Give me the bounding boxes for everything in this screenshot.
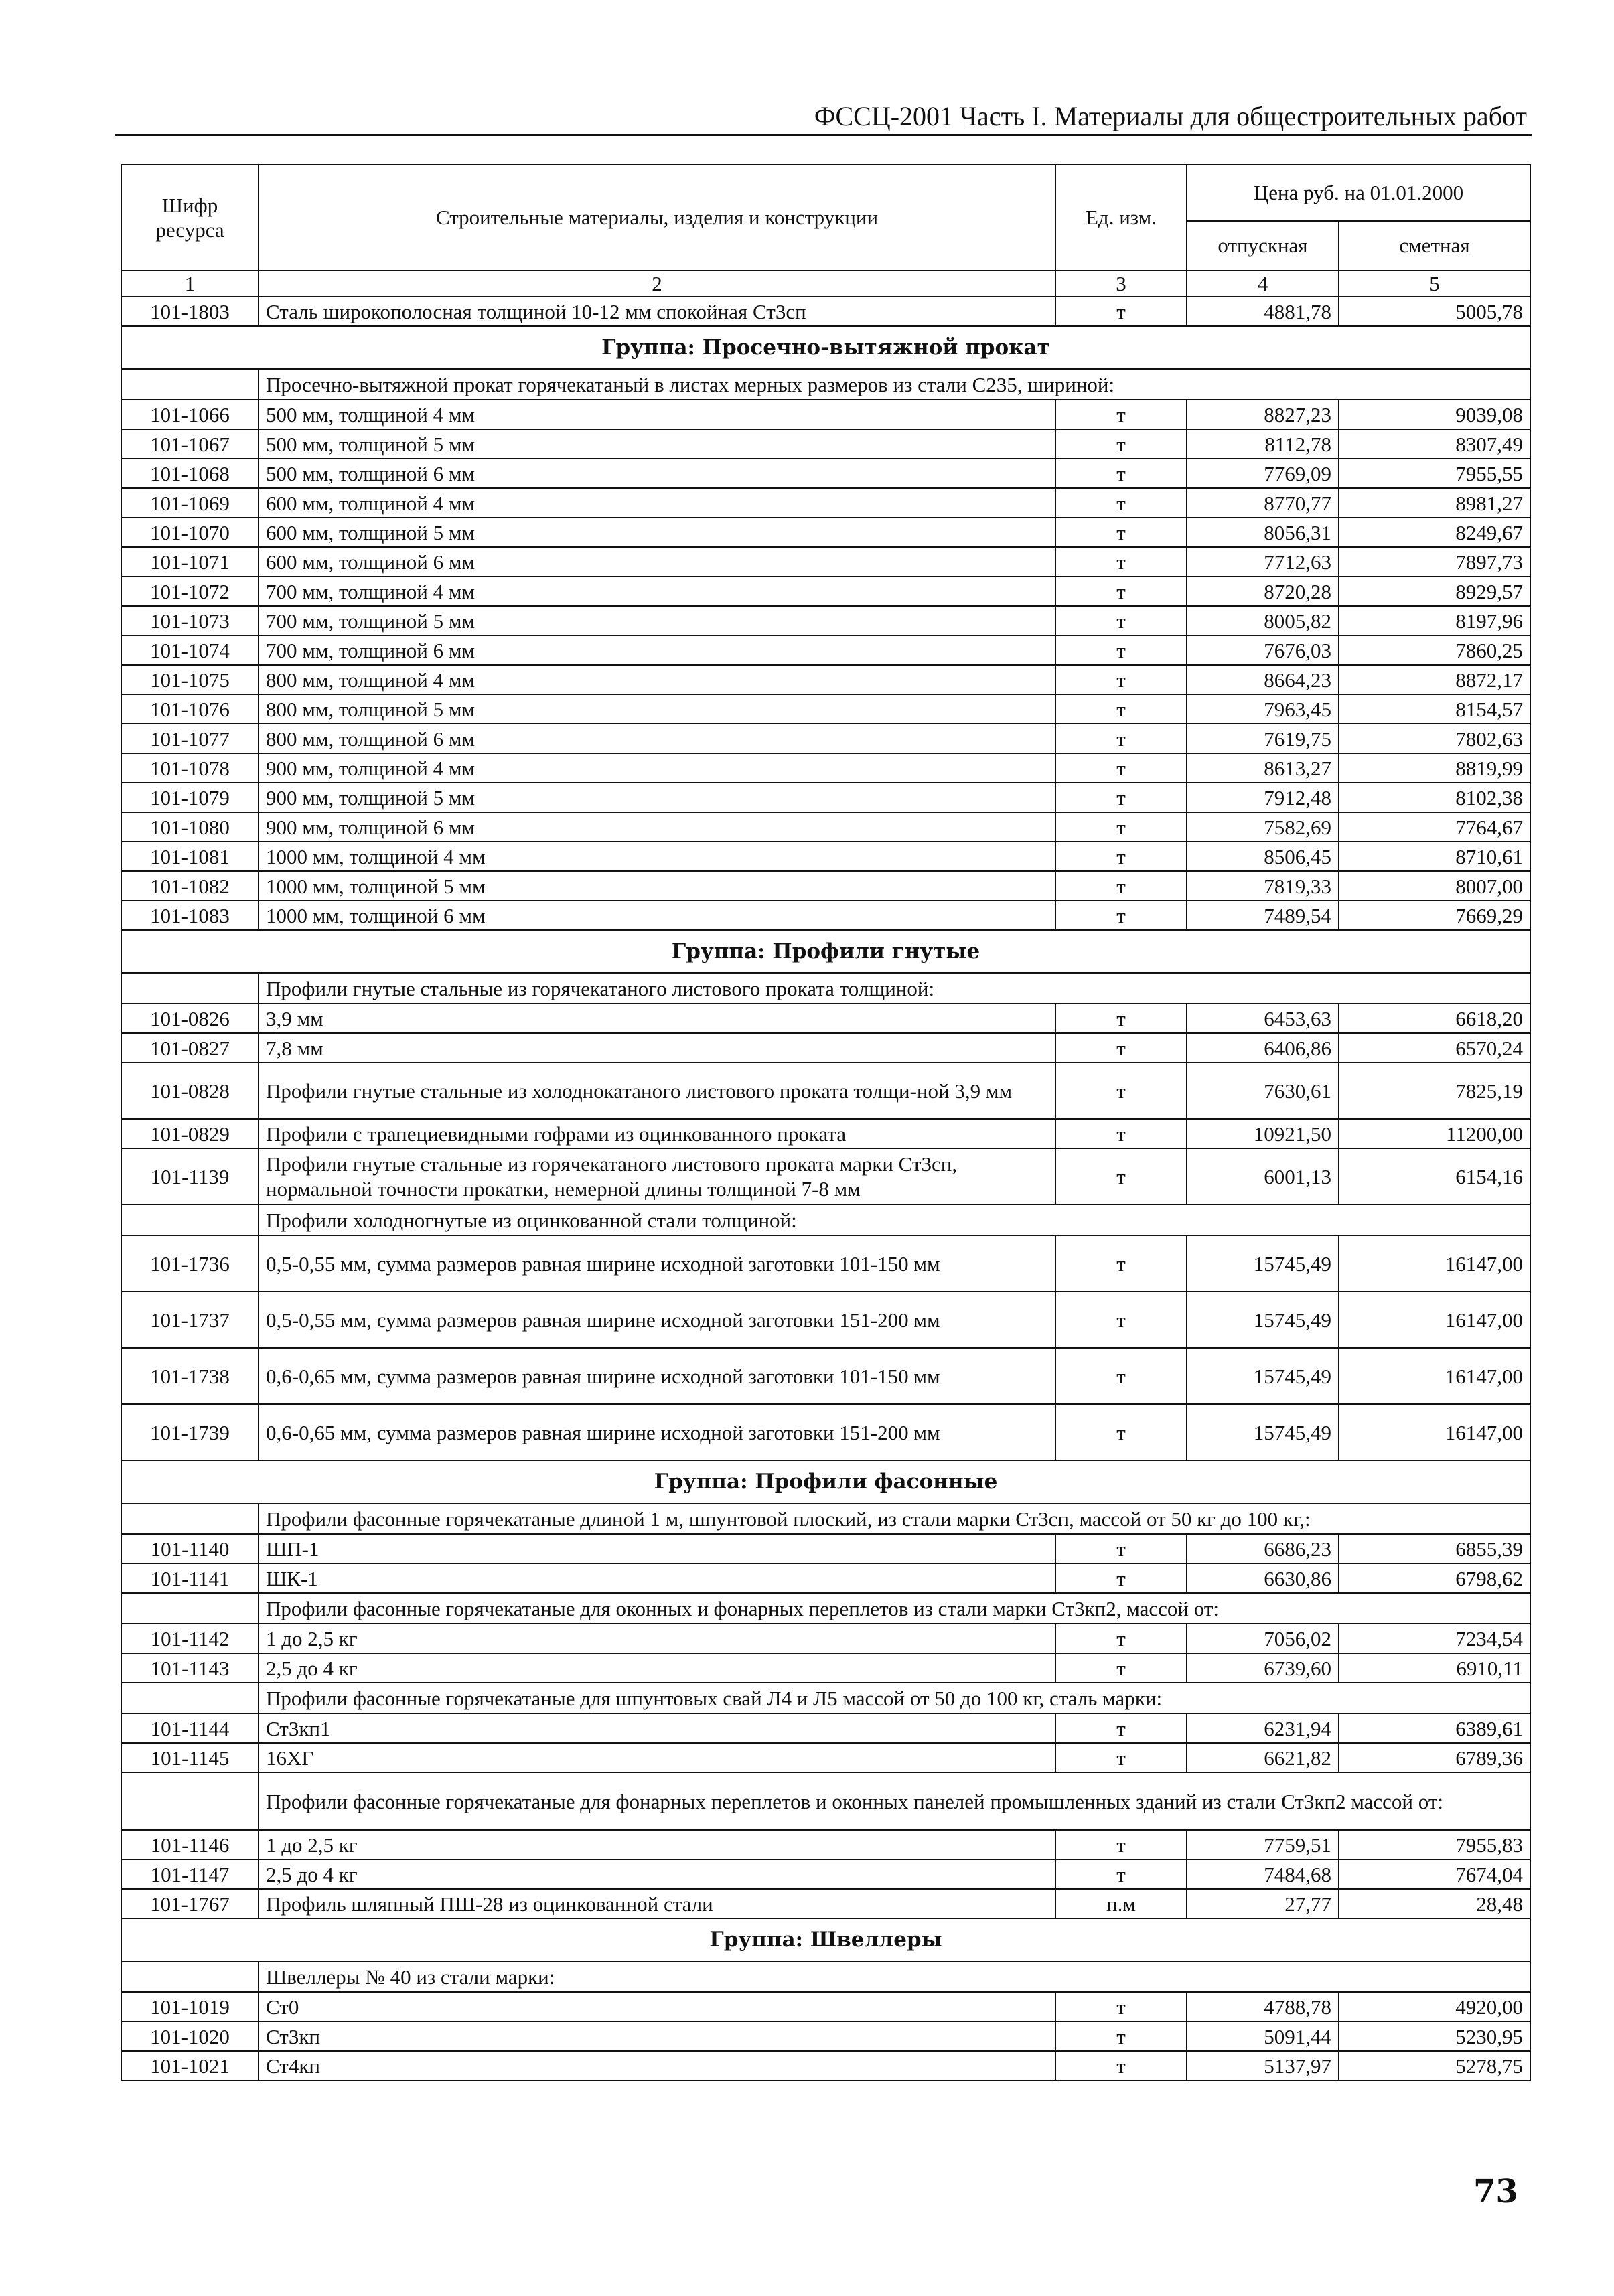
unit-cell: т [1055,1148,1187,1205]
release-price: 4788,78 [1187,1992,1339,2021]
estimate-price: 8102,38 [1339,783,1530,812]
resource-code: 101-1083 [121,901,259,930]
table-row [121,429,1530,459]
table-row [121,635,1530,665]
estimate-price: 8819,99 [1339,753,1530,783]
material-name: 16ХГ [259,1743,1055,1772]
header-rule [115,134,1532,136]
release-price: 8506,45 [1187,842,1339,871]
resource-code: 101-1077 [121,724,259,753]
unit-cell: т [1055,871,1187,901]
subgroup-blank-cell [121,369,259,400]
table-row [121,1889,1530,1918]
table-row [121,577,1530,606]
material-name: Профиль шляпный ПШ-28 из оцинкованной стали [259,1889,1055,1918]
subgroup-heading-row [121,1593,1530,1624]
column-number: 4 [1187,271,1339,297]
table-row [121,1563,1530,1593]
estimate-price: 8007,00 [1339,871,1530,901]
unit-cell: т [1055,459,1187,488]
table-row [121,400,1530,429]
resource-code: 101-1081 [121,842,259,871]
table-row [121,1713,1530,1743]
unit-cell: п.м [1055,1889,1187,1918]
material-name: Профили с трапециевидными гофрами из оцинкованного проката [259,1119,1055,1148]
estimate-price: 5278,75 [1339,2051,1530,2080]
resource-code: 101-1141 [121,1563,259,1593]
release-price: 8005,82 [1187,606,1339,635]
release-price: 8720,28 [1187,577,1339,606]
resource-code: 101-1079 [121,783,259,812]
estimate-price: 6570,24 [1339,1033,1530,1063]
material-name: 0,5-0,55 мм, сумма размеров равная ширине исходной заготовки 151-200 мм [259,1292,1055,1348]
estimate-price: 6855,39 [1339,1534,1530,1563]
subgroup-heading: Профили гнутые стальные из горячекатаного листового проката толщиной: [259,973,1530,1004]
subgroup-heading: Профили холодногнутые из оцинкованной стали толщиной: [259,1205,1530,1235]
estimate-price: 8197,96 [1339,606,1530,635]
release-price: 7819,33 [1187,871,1339,901]
subgroup-blank-cell [121,1205,259,1235]
subgroup-heading-row [121,1961,1530,1992]
column-header-code: Шифр ресурса [121,165,259,271]
material-name: Ст3кп [259,2021,1055,2051]
release-price: 4881,78 [1187,297,1339,326]
material-name: 600 мм, толщиной 6 мм [259,547,1055,577]
table-row [121,1348,1530,1404]
estimate-price: 28,48 [1339,1889,1530,1918]
estimate-price: 6618,20 [1339,1004,1530,1033]
estimate-price: 7802,63 [1339,724,1530,753]
release-price: 6001,13 [1187,1148,1339,1205]
material-name: 700 мм, толщиной 6 мм [259,635,1055,665]
release-price: 7963,45 [1187,694,1339,724]
estimate-price: 11200,00 [1339,1119,1530,1148]
release-price: 6630,86 [1187,1563,1339,1593]
material-name: 0,5-0,55 мм, сумма размеров равная ширине исходной заготовки 101-150 мм [259,1235,1055,1292]
column-number: 1 [121,271,259,297]
unit-cell: т [1055,1653,1187,1683]
estimate-price: 8929,57 [1339,577,1530,606]
release-price: 5091,44 [1187,2021,1339,2051]
estimate-price: 7955,83 [1339,1830,1530,1859]
resource-code: 101-1019 [121,1992,259,2021]
table-row [121,1063,1530,1119]
material-name: 500 мм, толщиной 4 мм [259,400,1055,429]
table-row [121,1404,1530,1460]
estimate-price: 5230,95 [1339,2021,1530,2051]
estimate-price: 9039,08 [1339,400,1530,429]
material-name: Сталь широкополосная толщиной 10-12 мм спокойная Ст3сп [259,297,1055,326]
resource-code: 101-1139 [121,1148,259,1205]
resource-code: 101-1146 [121,1830,259,1859]
material-name: 500 мм, толщиной 6 мм [259,459,1055,488]
resource-code: 101-1147 [121,1859,259,1889]
unit-cell: т [1055,1404,1187,1460]
column-header-estimate-price: сметная [1339,221,1530,271]
table-row [121,871,1530,901]
material-name: 600 мм, толщиной 5 мм [259,518,1055,547]
subgroup-heading-row [121,1503,1530,1534]
material-name: 2,5 до 4 кг [259,1653,1055,1683]
release-price: 7712,63 [1187,547,1339,577]
group-heading-row [121,326,1530,369]
group-heading: Группа: Просечно-вытяжной прокат [121,326,1530,369]
group-heading: Группа: Профили гнутые [121,930,1530,973]
estimate-price: 8872,17 [1339,665,1530,694]
release-price: 15745,49 [1187,1404,1339,1460]
table-row [121,459,1530,488]
column-header-unit: Ед. изм. [1055,165,1187,271]
group-heading: Группа: Швеллеры [121,1918,1530,1961]
resource-code: 101-1140 [121,1534,259,1563]
resource-code: 101-0829 [121,1119,259,1148]
material-name: 900 мм, толщиной 5 мм [259,783,1055,812]
release-price: 6406,86 [1187,1033,1339,1063]
table-row [121,1148,1530,1205]
group-heading-row [121,930,1530,973]
estimate-price: 5005,78 [1339,297,1530,326]
estimate-price: 8981,27 [1339,488,1530,518]
table-row [121,1292,1530,1348]
unit-cell: т [1055,488,1187,518]
resource-code: 101-1143 [121,1653,259,1683]
unit-cell: т [1055,694,1187,724]
release-price: 7056,02 [1187,1624,1339,1653]
resource-code: 101-1070 [121,518,259,547]
unit-cell: т [1055,724,1187,753]
material-name: 1000 мм, толщиной 4 мм [259,842,1055,871]
resource-code: 101-1737 [121,1292,259,1348]
subgroup-heading-row [121,1683,1530,1713]
release-price: 8827,23 [1187,400,1339,429]
release-price: 7484,68 [1187,1859,1339,1889]
release-price: 7759,51 [1187,1830,1339,1859]
material-name: 800 мм, толщиной 5 мм [259,694,1055,724]
unit-cell: т [1055,1992,1187,2021]
table-row [121,1534,1530,1563]
unit-cell: т [1055,665,1187,694]
resource-code: 101-1068 [121,459,259,488]
release-price: 15745,49 [1187,1235,1339,1292]
unit-cell: т [1055,1534,1187,1563]
unit-cell: т [1055,547,1187,577]
estimate-price: 6910,11 [1339,1653,1530,1683]
material-name: ШК-1 [259,1563,1055,1593]
table-row [121,488,1530,518]
material-name: 700 мм, толщиной 4 мм [259,577,1055,606]
estimate-price: 16147,00 [1339,1404,1530,1460]
table-row [121,1235,1530,1292]
material-name: 0,6-0,65 мм, сумма размеров равная ширине исходной заготовки 101-150 мм [259,1348,1055,1404]
estimate-price: 7764,67 [1339,812,1530,842]
resource-code: 101-1067 [121,429,259,459]
subgroup-heading: Профили фасонные горячекатаные длиной 1 м, шпунтовой плоский, из стали марки Ст3сп, массой от 50 кг до 100 кг,: [259,1503,1530,1534]
unit-cell: т [1055,1830,1187,1859]
unit-cell: т [1055,1624,1187,1653]
subgroup-heading-row [121,1205,1530,1235]
page-header-title: ФССЦ-2001 Часть I. Материалы для общестроительных работ [814,101,1527,131]
subgroup-heading: Профили фасонные горячекатаные для оконных и фонарных переплетов из стали марки Ст3кп2, массой от: [259,1593,1530,1624]
unit-cell: т [1055,901,1187,930]
estimate-price: 7897,73 [1339,547,1530,577]
estimate-price: 7234,54 [1339,1624,1530,1653]
estimate-price: 6798,62 [1339,1563,1530,1593]
subgroup-blank-cell [121,1961,259,1992]
release-price: 15745,49 [1187,1292,1339,1348]
release-price: 7769,09 [1187,459,1339,488]
resource-code: 101-1142 [121,1624,259,1653]
unit-cell: т [1055,577,1187,606]
unit-cell: т [1055,1004,1187,1033]
material-name: Ст4кп [259,2051,1055,2080]
resource-code: 101-1075 [121,665,259,694]
subgroup-heading-row [121,973,1530,1004]
material-name: 1 до 2,5 кг [259,1830,1055,1859]
estimate-price: 4920,00 [1339,1992,1530,2021]
unit-cell: т [1055,753,1187,783]
subgroup-heading: Профили фасонные горячекатаные для шпунтовых свай Л4 и Л5 массой от 50 до 100 кг, сталь марки: [259,1683,1530,1713]
resource-code: 101-1066 [121,400,259,429]
material-name: 900 мм, толщиной 6 мм [259,812,1055,842]
unit-cell: т [1055,1292,1187,1348]
unit-cell: т [1055,518,1187,547]
table-row [121,1004,1530,1033]
release-price: 7619,75 [1187,724,1339,753]
release-price: 7912,48 [1187,783,1339,812]
unit-cell: т [1055,1713,1187,1743]
group-heading: Группа: Профили фасонные [121,1460,1530,1503]
release-price: 7630,61 [1187,1063,1339,1119]
subgroup-blank-cell [121,1772,259,1830]
material-name: 7,8 мм [259,1033,1055,1063]
material-name: 500 мм, толщиной 5 мм [259,429,1055,459]
unit-cell: т [1055,2021,1187,2051]
subgroup-heading: Просечно-вытяжной прокат горячекатаный в листах мерных размеров из стали С235, шириной: [259,369,1530,400]
table-row [121,297,1530,326]
release-price: 8056,31 [1187,518,1339,547]
material-name: Ст0 [259,1992,1055,2021]
estimate-price: 6389,61 [1339,1713,1530,1743]
resource-code: 101-1074 [121,635,259,665]
unit-cell: т [1055,783,1187,812]
column-header-name: Строительные материалы, изделия и конструкции [259,165,1055,271]
unit-cell: т [1055,812,1187,842]
table-row [121,1033,1530,1063]
table-header-row [121,165,1530,221]
price-table-body [121,165,1530,2080]
release-price: 6453,63 [1187,1004,1339,1033]
table-row [121,547,1530,577]
estimate-price: 8154,57 [1339,694,1530,724]
material-name: Профили гнутые стальные из горячекатаного листового проката марки Ст3сп, нормальной точности прокатки, немерной длины толщиной 7-8 мм [259,1148,1055,1205]
estimate-price: 8710,61 [1339,842,1530,871]
material-name: 1000 мм, толщиной 5 мм [259,871,1055,901]
table-row [121,606,1530,635]
table-row [121,901,1530,930]
table-row [121,2021,1530,2051]
table-row [121,1119,1530,1148]
table-row [121,1859,1530,1889]
subgroup-blank-cell [121,1503,259,1534]
unit-cell: т [1055,297,1187,326]
unit-cell: т [1055,1563,1187,1593]
release-price: 7489,54 [1187,901,1339,930]
resource-code: 101-1736 [121,1235,259,1292]
column-number: 3 [1055,271,1187,297]
material-name: 1 до 2,5 кг [259,1624,1055,1653]
column-header-release-price: отпускная [1187,221,1339,271]
estimate-price: 7825,19 [1339,1063,1530,1119]
estimate-price: 16147,00 [1339,1348,1530,1404]
release-price: 6621,82 [1187,1743,1339,1772]
estimate-price: 6154,16 [1339,1148,1530,1205]
material-name: 2,5 до 4 кг [259,1859,1055,1889]
table-row [121,1830,1530,1859]
estimate-price: 8249,67 [1339,518,1530,547]
unit-cell: т [1055,1235,1187,1292]
column-header-price: Цена руб. на 01.01.2000 [1187,165,1530,221]
estimate-price: 7669,29 [1339,901,1530,930]
table-row [121,812,1530,842]
unit-cell: т [1055,606,1187,635]
material-name: Ст3кп1 [259,1713,1055,1743]
table-row [121,1743,1530,1772]
group-heading-row [121,1918,1530,1961]
unit-cell: т [1055,1743,1187,1772]
estimate-price: 7860,25 [1339,635,1530,665]
material-name: ШП-1 [259,1534,1055,1563]
material-name: 1000 мм, толщиной 6 мм [259,901,1055,930]
resource-code: 101-1071 [121,547,259,577]
unit-cell: т [1055,1348,1187,1404]
estimate-price: 7674,04 [1339,1859,1530,1889]
release-price: 6231,94 [1187,1713,1339,1743]
unit-cell: т [1055,429,1187,459]
unit-cell: т [1055,842,1187,871]
column-number: 2 [259,271,1055,297]
estimate-price: 16147,00 [1339,1292,1530,1348]
group-heading-row [121,1460,1530,1503]
resource-code: 101-1144 [121,1713,259,1743]
material-name: 900 мм, толщиной 4 мм [259,753,1055,783]
price-table [121,164,1531,2081]
resource-code: 101-1082 [121,871,259,901]
material-name: 3,9 мм [259,1004,1055,1033]
release-price: 8112,78 [1187,429,1339,459]
resource-code: 101-1767 [121,1889,259,1918]
subgroup-heading-row [121,369,1530,400]
resource-code: 101-1803 [121,297,259,326]
estimate-price: 16147,00 [1339,1235,1530,1292]
release-price: 8770,77 [1187,488,1339,518]
unit-cell: т [1055,1119,1187,1148]
resource-code: 101-1078 [121,753,259,783]
release-price: 8664,23 [1187,665,1339,694]
subgroup-heading: Швеллеры № 40 из стали марки: [259,1961,1530,1992]
release-price: 5137,97 [1187,2051,1339,2080]
resource-code: 101-1739 [121,1404,259,1460]
resource-code: 101-0826 [121,1004,259,1033]
table-row [121,1624,1530,1653]
table-row [121,783,1530,812]
release-price: 6739,60 [1187,1653,1339,1683]
material-name: 0,6-0,65 мм, сумма размеров равная ширине исходной заготовки 151-200 мм [259,1404,1055,1460]
page-number: 73 [1473,2173,1518,2210]
resource-code: 101-1080 [121,812,259,842]
table-row [121,518,1530,547]
unit-cell: т [1055,1859,1187,1889]
column-numbers-row [121,271,1530,297]
release-price: 8613,27 [1187,753,1339,783]
release-price: 27,77 [1187,1889,1339,1918]
resource-code: 101-1738 [121,1348,259,1404]
table-row [121,1992,1530,2021]
resource-code: 101-1021 [121,2051,259,2080]
release-price: 10921,50 [1187,1119,1339,1148]
material-name: 800 мм, толщиной 4 мм [259,665,1055,694]
unit-cell: т [1055,2051,1187,2080]
release-price: 15745,49 [1187,1348,1339,1404]
table-row [121,842,1530,871]
resource-code: 101-1145 [121,1743,259,1772]
estimate-price: 6789,36 [1339,1743,1530,1772]
resource-code: 101-1069 [121,488,259,518]
resource-code: 101-0827 [121,1033,259,1063]
unit-cell: т [1055,1063,1187,1119]
table-row [121,753,1530,783]
unit-cell: т [1055,1033,1187,1063]
subgroup-blank-cell [121,1593,259,1624]
material-name: 700 мм, толщиной 5 мм [259,606,1055,635]
subgroup-blank-cell [121,1683,259,1713]
subgroup-heading: Профили фасонные горячекатаные для фонарных переплетов и оконных панелей промышленных зданий из стали Ст3кп2 массой от: [259,1772,1530,1830]
material-name: Профили гнутые стальные из холоднокатаного листового проката толщи-ной 3,9 мм [259,1063,1055,1119]
table-row [121,665,1530,694]
table-row [121,1653,1530,1683]
material-name: 800 мм, толщиной 6 мм [259,724,1055,753]
material-name: 600 мм, толщиной 4 мм [259,488,1055,518]
table-row [121,2051,1530,2080]
table-row [121,694,1530,724]
release-price: 7676,03 [1187,635,1339,665]
subgroup-blank-cell [121,973,259,1004]
release-price: 7582,69 [1187,812,1339,842]
resource-code: 101-0828 [121,1063,259,1119]
column-number: 5 [1339,271,1530,297]
subgroup-heading-row [121,1772,1530,1830]
estimate-price: 7955,55 [1339,459,1530,488]
release-price: 6686,23 [1187,1534,1339,1563]
resource-code: 101-1073 [121,606,259,635]
estimate-price: 8307,49 [1339,429,1530,459]
table-row [121,724,1530,753]
resource-code: 101-1076 [121,694,259,724]
resource-code: 101-1020 [121,2021,259,2051]
unit-cell: т [1055,635,1187,665]
unit-cell: т [1055,400,1187,429]
resource-code: 101-1072 [121,577,259,606]
